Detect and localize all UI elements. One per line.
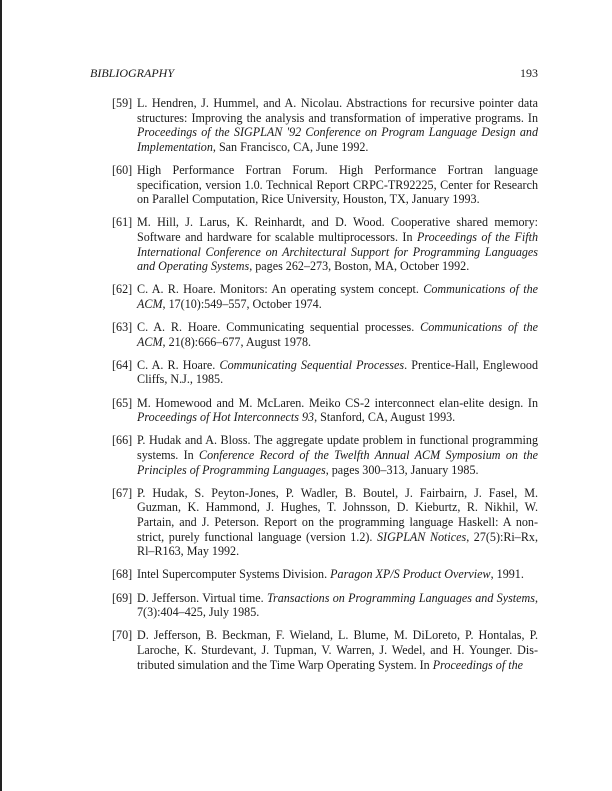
reference-venue: Transactions on Programming Languages and Systems <box>266 590 535 605</box>
reference-text: , 1991. <box>490 567 524 582</box>
reference-text: D. Jefferson, B. Beckman, F. Wieland, L. Blume, M. DiLoreto, P. Hontalas, P. Laroche, K. Sturdevant, J. Tupman, V. Warren, J. Wedel, and H. Younger. Distributed simulation and the Time Warp Operating System. In <box>137 628 538 672</box>
reference-text: L. Hendren, J. Hummel, and A. Nicolau. Abstractions for recursive pointer data structures: Improving the analysis and transformation of imperative programs. In <box>137 96 538 125</box>
reference-entry <box>112 486 538 559</box>
reference-venue: Conference Record of the Twelfth Annual ACM Symposium on the Principles of Programming Languages <box>137 448 538 477</box>
reference-text: C. A. R. Hoare. Communicating sequential processes. <box>137 320 421 335</box>
reference-text: Intel Supercomputer Systems Division. <box>137 567 331 582</box>
reference-venue: Proceedings of Hot Interconnects 93 <box>137 410 315 425</box>
reference-text: P. Hudak and A. Bloss. The aggregate update problem in functional programming systems. In <box>137 433 538 463</box>
reference-list <box>112 96 538 681</box>
reference-text: , Stanford, CA, August 1993. <box>314 410 456 425</box>
reference-number: [70] <box>112 628 133 643</box>
reference-venue: Proceedings of the Fifth International Conference on Architectural Support for Programming Languages and Operating Systems <box>137 229 538 274</box>
reference-entry <box>112 96 538 154</box>
reference-text: M. Homewood and M. McLaren. Meiko CS-2 interconnect elan-elite design. In <box>137 395 538 410</box>
reference-entry <box>112 282 538 311</box>
reference-number: [64] <box>112 357 133 372</box>
reference-text: P. Hudak, S. Peyton-Jones, P. Wadler, B. Boutel, J. Fairbairn, J. Fasel, M. Guzman, K. Hammond, J. Hughes, T. Johnsson, D. Kieburtz, R. Nikhil, W. Partain, and J. Peterson. Report on the programming language Haskell: A non-strict, purely functional language (version 1.2). <box>137 485 538 544</box>
reference-number: [62] <box>112 282 133 297</box>
reference-venue: Communications of the ACM <box>137 282 538 311</box>
reference-venue: Communications of the ACM <box>137 320 538 349</box>
reference-text: M. Hill, J. Larus, K. Reinhardt, and D. Wood. Cooperative shared memory: Software and hardware for scalable multiprocessors. In <box>137 215 538 244</box>
reference-number: [66] <box>112 433 133 448</box>
reference-text: , pages 262–273, Boston, MA, October 1992. <box>249 259 470 274</box>
section-title: BIBLIOGRAPHY <box>90 66 174 80</box>
reference-entry <box>112 358 538 387</box>
reference-venue: Proceedings of the SIGPLAN '92 Conference on Program Language Design and Implementation <box>137 125 538 154</box>
page-number: 193 <box>520 66 538 80</box>
reference-entry <box>112 320 538 349</box>
reference-number: [63] <box>112 320 133 335</box>
reference-venue: Communicating Sequential Processes <box>219 357 405 372</box>
reference-text: , pages 300–313, January 1985. <box>325 462 479 477</box>
reference-number: [69] <box>112 590 133 605</box>
reference-entry <box>112 433 538 477</box>
reference-number: [61] <box>112 215 133 230</box>
reference-text: D. Jefferson. Virtual time. <box>137 590 267 605</box>
reference-text: C. A. R. Hoare. <box>137 357 220 372</box>
reference-venue: Paragon XP/S Product Overview <box>330 567 491 582</box>
reference-text: , 17(10):549–557, October 1974. <box>162 296 322 311</box>
reference-entry <box>112 567 538 582</box>
reference-number: [59] <box>112 96 133 110</box>
reference-text: , 7(3):404–425, July 1985. <box>137 590 539 620</box>
reference-entry <box>112 591 538 620</box>
reference-venue: SIGPLAN Notices <box>377 529 467 544</box>
reference-number: [60] <box>112 162 133 177</box>
reference-text: , 21(8):666–677, August 1978. <box>162 334 312 349</box>
reference-venue: Proceedings of the <box>432 657 523 672</box>
reference-entry <box>112 163 538 207</box>
reference-text: C. A. R. Hoare. Monitors: An operating system concept. <box>137 282 424 297</box>
reference-number: [68] <box>112 567 133 582</box>
reference-entry <box>112 215 538 273</box>
page-edge-line <box>0 0 2 791</box>
reference-text: , San Francisco, CA, June 1992. <box>212 139 369 154</box>
reference-entry <box>112 628 538 672</box>
reference-number: [65] <box>112 395 133 410</box>
reference-text: High Performance Fortran Forum. High Performance Fortran language specification, version 1.0. Technical Report CRPC-TR92225, Center for Research on Parallel Computation, Rice University, Houston, TX, January 1993. <box>137 162 538 207</box>
reference-entry <box>112 396 538 425</box>
reference-number: [67] <box>112 485 133 500</box>
reference-text: , 27(5):Ri–Rx, Rl–R163, May 1992. <box>137 529 538 559</box>
reference-text: . Prentice-Hall, Englewood Cliffs, N.J., 1985. <box>137 357 538 387</box>
